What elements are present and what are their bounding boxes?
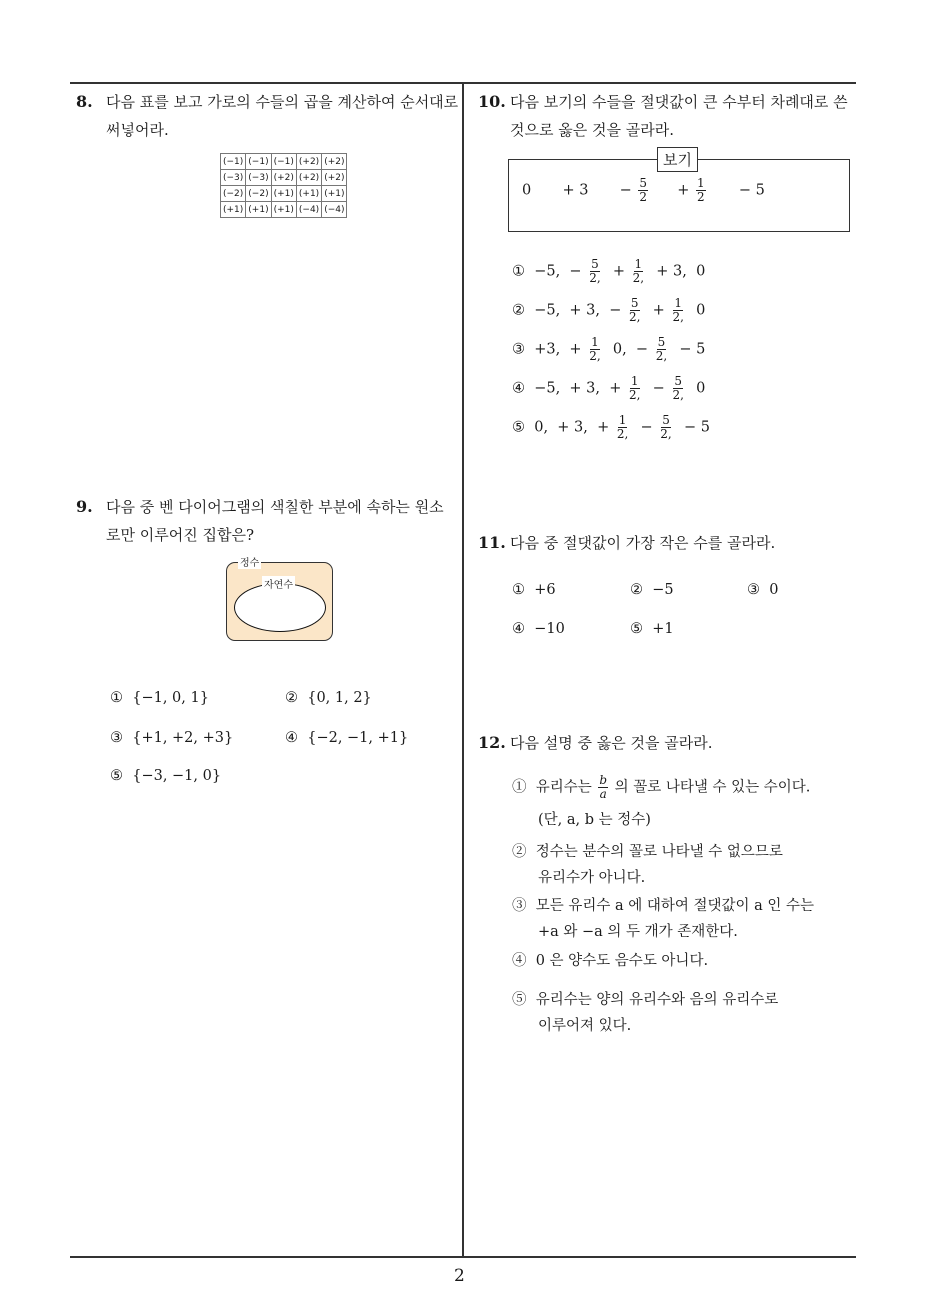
option-term: −: [652, 380, 665, 397]
fraction: $\frac{b}{a}$: [599, 773, 608, 801]
question-11-option-5[interactable]: [630, 621, 674, 637]
fraction: $\frac{1}{2,}$: [632, 257, 645, 285]
table-cell: (+2): [296, 154, 321, 170]
fraction: $\frac{5}{2}$: [639, 176, 648, 204]
option-term: +3,: [534, 341, 561, 358]
table-cell: (+1): [322, 186, 347, 202]
question-11-option-3[interactable]: [747, 582, 778, 598]
option-text: 정수는 분수의 꼴로 나타낼 수 없으므로: [535, 844, 783, 860]
option-marker: ⑤: [512, 992, 527, 1008]
table-cell: (−1): [271, 154, 296, 170]
question-11-option-4[interactable]: [512, 621, 565, 637]
option-marker: ④: [285, 730, 298, 746]
question-11-option-2[interactable]: [630, 582, 674, 598]
fraction: $\frac{5}{2,}$: [655, 335, 668, 363]
table-cell: (+1): [221, 202, 246, 218]
table-cell: (−2): [221, 186, 246, 202]
option-marker: ⑤: [512, 419, 525, 436]
question-9-option-2[interactable]: [285, 690, 372, 706]
question-9-number: 9.: [76, 497, 93, 516]
option-text: −5: [652, 582, 674, 598]
option-term: + 3,: [557, 419, 588, 436]
table-row: [221, 186, 347, 202]
option-text: 모든 유리수 a 에 대하여 절댓값이 a 인 수는: [535, 898, 814, 914]
question-9-option-3[interactable]: [110, 730, 233, 746]
option-marker: ③: [747, 582, 760, 598]
table-cell: (+2): [271, 170, 296, 186]
option-term: 0: [696, 302, 706, 319]
question-9-text-line2: 로만 이루어진 집합은?: [106, 526, 254, 544]
option-term: +: [652, 302, 665, 319]
option-term: 0,: [612, 341, 627, 358]
option-term: 0: [696, 263, 706, 280]
column-divider: [462, 82, 464, 1257]
option-term: +: [569, 341, 582, 358]
option-marker: ⑤: [630, 621, 643, 637]
example-item: − 5: [738, 182, 765, 199]
question-9-option-1[interactable]: [110, 690, 209, 706]
table-cell: (−3): [221, 170, 246, 186]
option-text: {0, 1, 2}: [307, 690, 372, 706]
example-box-label: 보기: [657, 147, 698, 172]
example-item-sign: +: [677, 182, 690, 199]
option-text: {+1, +2, +3}: [132, 730, 234, 746]
option-marker: ④: [512, 380, 525, 397]
option-text: 유리수는 양의 유리수와 음의 유리수로: [535, 992, 779, 1008]
option-marker: ⑤: [110, 768, 123, 784]
option-text: 0 은 양수도 음수도 아니다.: [535, 953, 709, 969]
option-marker: ④: [512, 621, 525, 637]
option-marker: ③: [110, 730, 123, 746]
option-term: −5,: [534, 302, 561, 319]
question-12-text: 다음 설명 중 옳은 것을 골라라.: [510, 734, 713, 752]
option-text: 의 꼴로 나타낼 수 있는 수이다.: [614, 779, 811, 796]
question-10-text-line1: 다음 보기의 수들을 절댓값이 큰 수부터 차례대로 쓴: [510, 93, 848, 111]
question-12-option-3-line2: +a 와 −a 의 두 개가 존재한다.: [538, 924, 738, 940]
question-12-option-5-line2: 이루어져 있다.: [538, 1018, 632, 1034]
option-text: +6: [534, 582, 556, 598]
fraction: $\frac{5}{2,}$: [589, 257, 601, 285]
option-text: 유리수는: [535, 779, 592, 796]
question-10-option-1[interactable]: [512, 258, 705, 285]
table-cell: (−1): [246, 154, 271, 170]
question-10-option-4[interactable]: [512, 375, 705, 402]
table-cell: (+2): [322, 170, 347, 186]
question-12-option-1-line2: (단, a, b 는 정수): [538, 812, 651, 828]
option-marker: ②: [512, 302, 525, 319]
fraction: $\frac{1}{2,}$: [629, 374, 641, 402]
table-row: [221, 202, 347, 218]
fraction: $\frac{5}{2,}$: [660, 413, 672, 441]
question-8-text-line2: 써넣어라.: [106, 121, 169, 139]
option-term: −: [640, 419, 653, 436]
question-11-number: 11.: [478, 533, 506, 552]
option-marker: ①: [512, 582, 525, 598]
fraction: $\frac{1}{2,}$: [616, 413, 629, 441]
question-11-option-1[interactable]: [512, 582, 556, 598]
fraction: $\frac{5}{2,}$: [629, 296, 641, 324]
table-cell: (+1): [296, 186, 321, 202]
table-row: [221, 154, 347, 170]
example-box-items: [522, 177, 765, 204]
option-marker: ②: [512, 844, 527, 860]
bottom-rule: [70, 1256, 856, 1258]
option-term: +: [597, 419, 610, 436]
option-text: {−1, 0, 1}: [132, 690, 209, 706]
option-marker: ①: [512, 263, 525, 280]
question-12-option-2-line2: 유리수가 아니다.: [538, 870, 646, 886]
table-cell: (−2): [246, 186, 271, 202]
table-cell: (+2): [296, 170, 321, 186]
table-cell: (+2): [322, 154, 347, 170]
fraction: $\frac{1}{2,}$: [672, 296, 684, 324]
table-cell: (−3): [246, 170, 271, 186]
option-term: + 3,: [656, 263, 687, 280]
question-12-number: 12.: [478, 733, 506, 752]
option-text: {−2, −1, +1}: [307, 730, 409, 746]
option-term: −: [609, 302, 622, 319]
fraction: $\frac{1}{2}$: [697, 176, 705, 204]
option-term: +: [609, 380, 622, 397]
option-term: 0: [696, 380, 706, 397]
question-9-text-line1: 다음 중 벤 다이어그램의 색칠한 부분에 속하는 원소: [106, 498, 444, 516]
question-10-text-line2: 것으로 옳은 것을 골라라.: [510, 121, 674, 139]
table-cell: (−4): [322, 202, 347, 218]
option-marker: ②: [630, 582, 643, 598]
question-11-text: 다음 중 절댓값이 가장 작은 수를 골라라.: [510, 534, 776, 552]
question-12-option-2[interactable]: [512, 840, 783, 861]
option-marker: ④: [512, 953, 527, 969]
option-text: −10: [534, 621, 565, 637]
question-10-option-3[interactable]: [512, 336, 705, 363]
table-cell: (−1): [221, 154, 246, 170]
option-term: −: [635, 341, 649, 358]
option-term: −5,: [534, 263, 561, 280]
question-10-option-2[interactable]: [512, 297, 705, 324]
option-term: + 3,: [569, 380, 601, 397]
option-marker: ③: [512, 898, 527, 914]
question-8-table: [220, 153, 347, 218]
venn-outer-label: 정수: [238, 554, 261, 569]
question-12-option-5[interactable]: [512, 988, 778, 1009]
option-text: +1: [652, 621, 674, 637]
example-item-sign: −: [619, 182, 632, 199]
table-cell: (+1): [271, 186, 296, 202]
option-text: 0: [769, 582, 779, 598]
option-term: −: [569, 263, 582, 280]
question-8-number: 8.: [76, 92, 93, 111]
question-12-option-1[interactable]: [512, 774, 810, 801]
question-8-table-container: [220, 153, 347, 218]
question-9-option-5[interactable]: [110, 768, 221, 784]
table-cell: (+1): [271, 202, 296, 218]
option-marker: ①: [512, 779, 527, 796]
question-9-option-4[interactable]: [285, 730, 408, 746]
option-marker: ②: [285, 690, 298, 706]
option-term: 0,: [534, 419, 549, 436]
option-term: + 3,: [569, 302, 601, 319]
question-12-option-3[interactable]: [512, 894, 814, 915]
fraction: $\frac{5}{2,}$: [672, 374, 684, 402]
question-8-text-line1: 다음 표를 보고 가로의 수들의 곱을 계산하여 순서대로: [106, 93, 459, 111]
fraction: $\frac{1}{2,}$: [589, 335, 601, 363]
question-10-option-5[interactable]: [512, 414, 710, 441]
example-item: 0: [522, 182, 532, 199]
table-cell: (−4): [296, 202, 321, 218]
option-marker: ①: [110, 690, 123, 706]
page-number: 2: [454, 1266, 465, 1286]
table-row: [221, 170, 347, 186]
question-12-option-4[interactable]: [512, 949, 708, 970]
option-text: {−3, −1, 0}: [132, 768, 222, 784]
question-10-number: 10.: [478, 92, 506, 111]
option-term: − 5: [683, 419, 710, 436]
table-cell: (+1): [246, 202, 271, 218]
example-item: + 3: [562, 182, 589, 199]
option-term: −5,: [534, 380, 561, 397]
option-term: − 5: [679, 341, 706, 358]
venn-inner-label: 자연수: [262, 576, 295, 591]
option-term: +: [612, 263, 626, 280]
option-marker: ③: [512, 341, 525, 358]
